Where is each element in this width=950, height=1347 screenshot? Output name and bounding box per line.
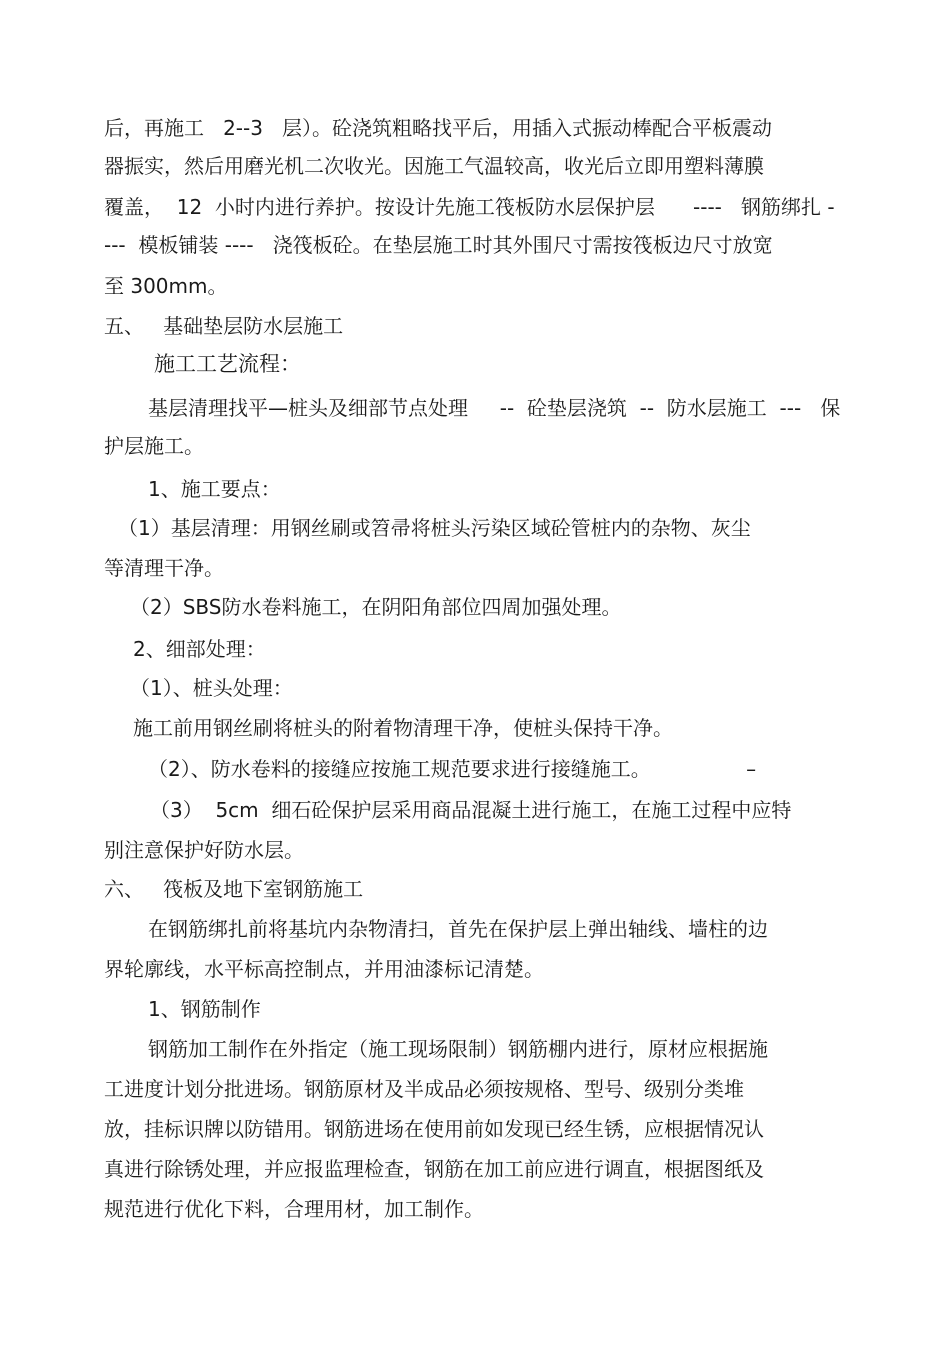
paragraph-line: 覆盖， 12 小时内进行养护。按设计先施工筏板防水层保护层 ---- 钢筋绑扎 - (104, 195, 835, 219)
section-heading-5: 五、 基础垫层防水层施工 (104, 314, 344, 338)
list-heading: 2、细部处理： (133, 637, 266, 661)
paragraph-line: --- 模板铺装 ---- 浇筏板砼。在垫层施工时其外围尺寸需按筏板边尺寸放宽 (104, 233, 773, 257)
paragraph-line: 真进行除锈处理，并应报监理检查，钢筋在加工前应进行调直，根据图纸及 (104, 1157, 764, 1181)
list-item: （1）、桩头处理： (130, 676, 293, 700)
paragraph-line: 在钢筋绑扎前将基坑内杂物清扫，首先在保护层上弹出轴线、墙柱的边 (148, 917, 768, 941)
list-item: （3） 5cm 细石砼保护层采用商品混凝土进行施工，在施工过程中应特 (150, 798, 792, 822)
list-heading: 1、施工要点： (148, 477, 281, 501)
paragraph-line: 钢筋加工制作在外指定（施工现场限制）钢筋棚内进行，原材应根据施 (148, 1037, 768, 1061)
paragraph-line: 基层清理找平—桩头及细部节点处理 -- 砼垫层浇筑 -- 防水层施工 --- 保 (148, 396, 841, 420)
paragraph-line: 放，挂标识牌以防错用。钢筋进场在使用前如发现已经生锈，应根据情况认 (104, 1117, 764, 1141)
list-item: （2）SBS防水卷料施工，在阴阳角部位四周加强处理。 (130, 595, 622, 619)
list-item: （1）基层清理：用钢丝刷或笤帚将桩头污染区域砼管桩内的杂物、灰尘 (118, 516, 751, 540)
paragraph-line: 至 300mm。 (104, 274, 228, 298)
paragraph-line: 界轮廓线，水平标高控制点，并用油漆标记清楚。 (104, 957, 544, 981)
paragraph-line: 后，再施工 2--3 层）。砼浇筑粗略找平后，用插入式振动棒配合平板震动 (104, 116, 773, 140)
paragraph-line: 等清理干净。 (104, 556, 224, 580)
paragraph-line: 施工前用钢丝刷将桩头的附着物清理干净，使桩头保持干净。 (133, 716, 673, 740)
paragraph-line: 别注意保护好防水层。 (104, 838, 304, 862)
paragraph-line: 工进度计划分批进场。钢筋原材及半成品必须按规格、型号、级别分类堆 (104, 1077, 744, 1101)
list-item: （2）、防水卷料的接缝应按施工规范要求进行接缝施工。 – (148, 757, 757, 781)
subheading: 施工工艺流程： (154, 352, 301, 376)
paragraph-line: 器振实，然后用磨光机二次收光。因施工气温较高，收光后立即用塑料薄膜 (104, 154, 764, 178)
section-heading-6: 六、 筏板及地下室钢筋施工 (104, 877, 364, 901)
list-heading: 1、钢筋制作 (148, 997, 261, 1021)
paragraph-line: 规范进行优化下料，合理用材，加工制作。 (104, 1197, 484, 1221)
paragraph-line: 护层施工。 (104, 434, 204, 458)
